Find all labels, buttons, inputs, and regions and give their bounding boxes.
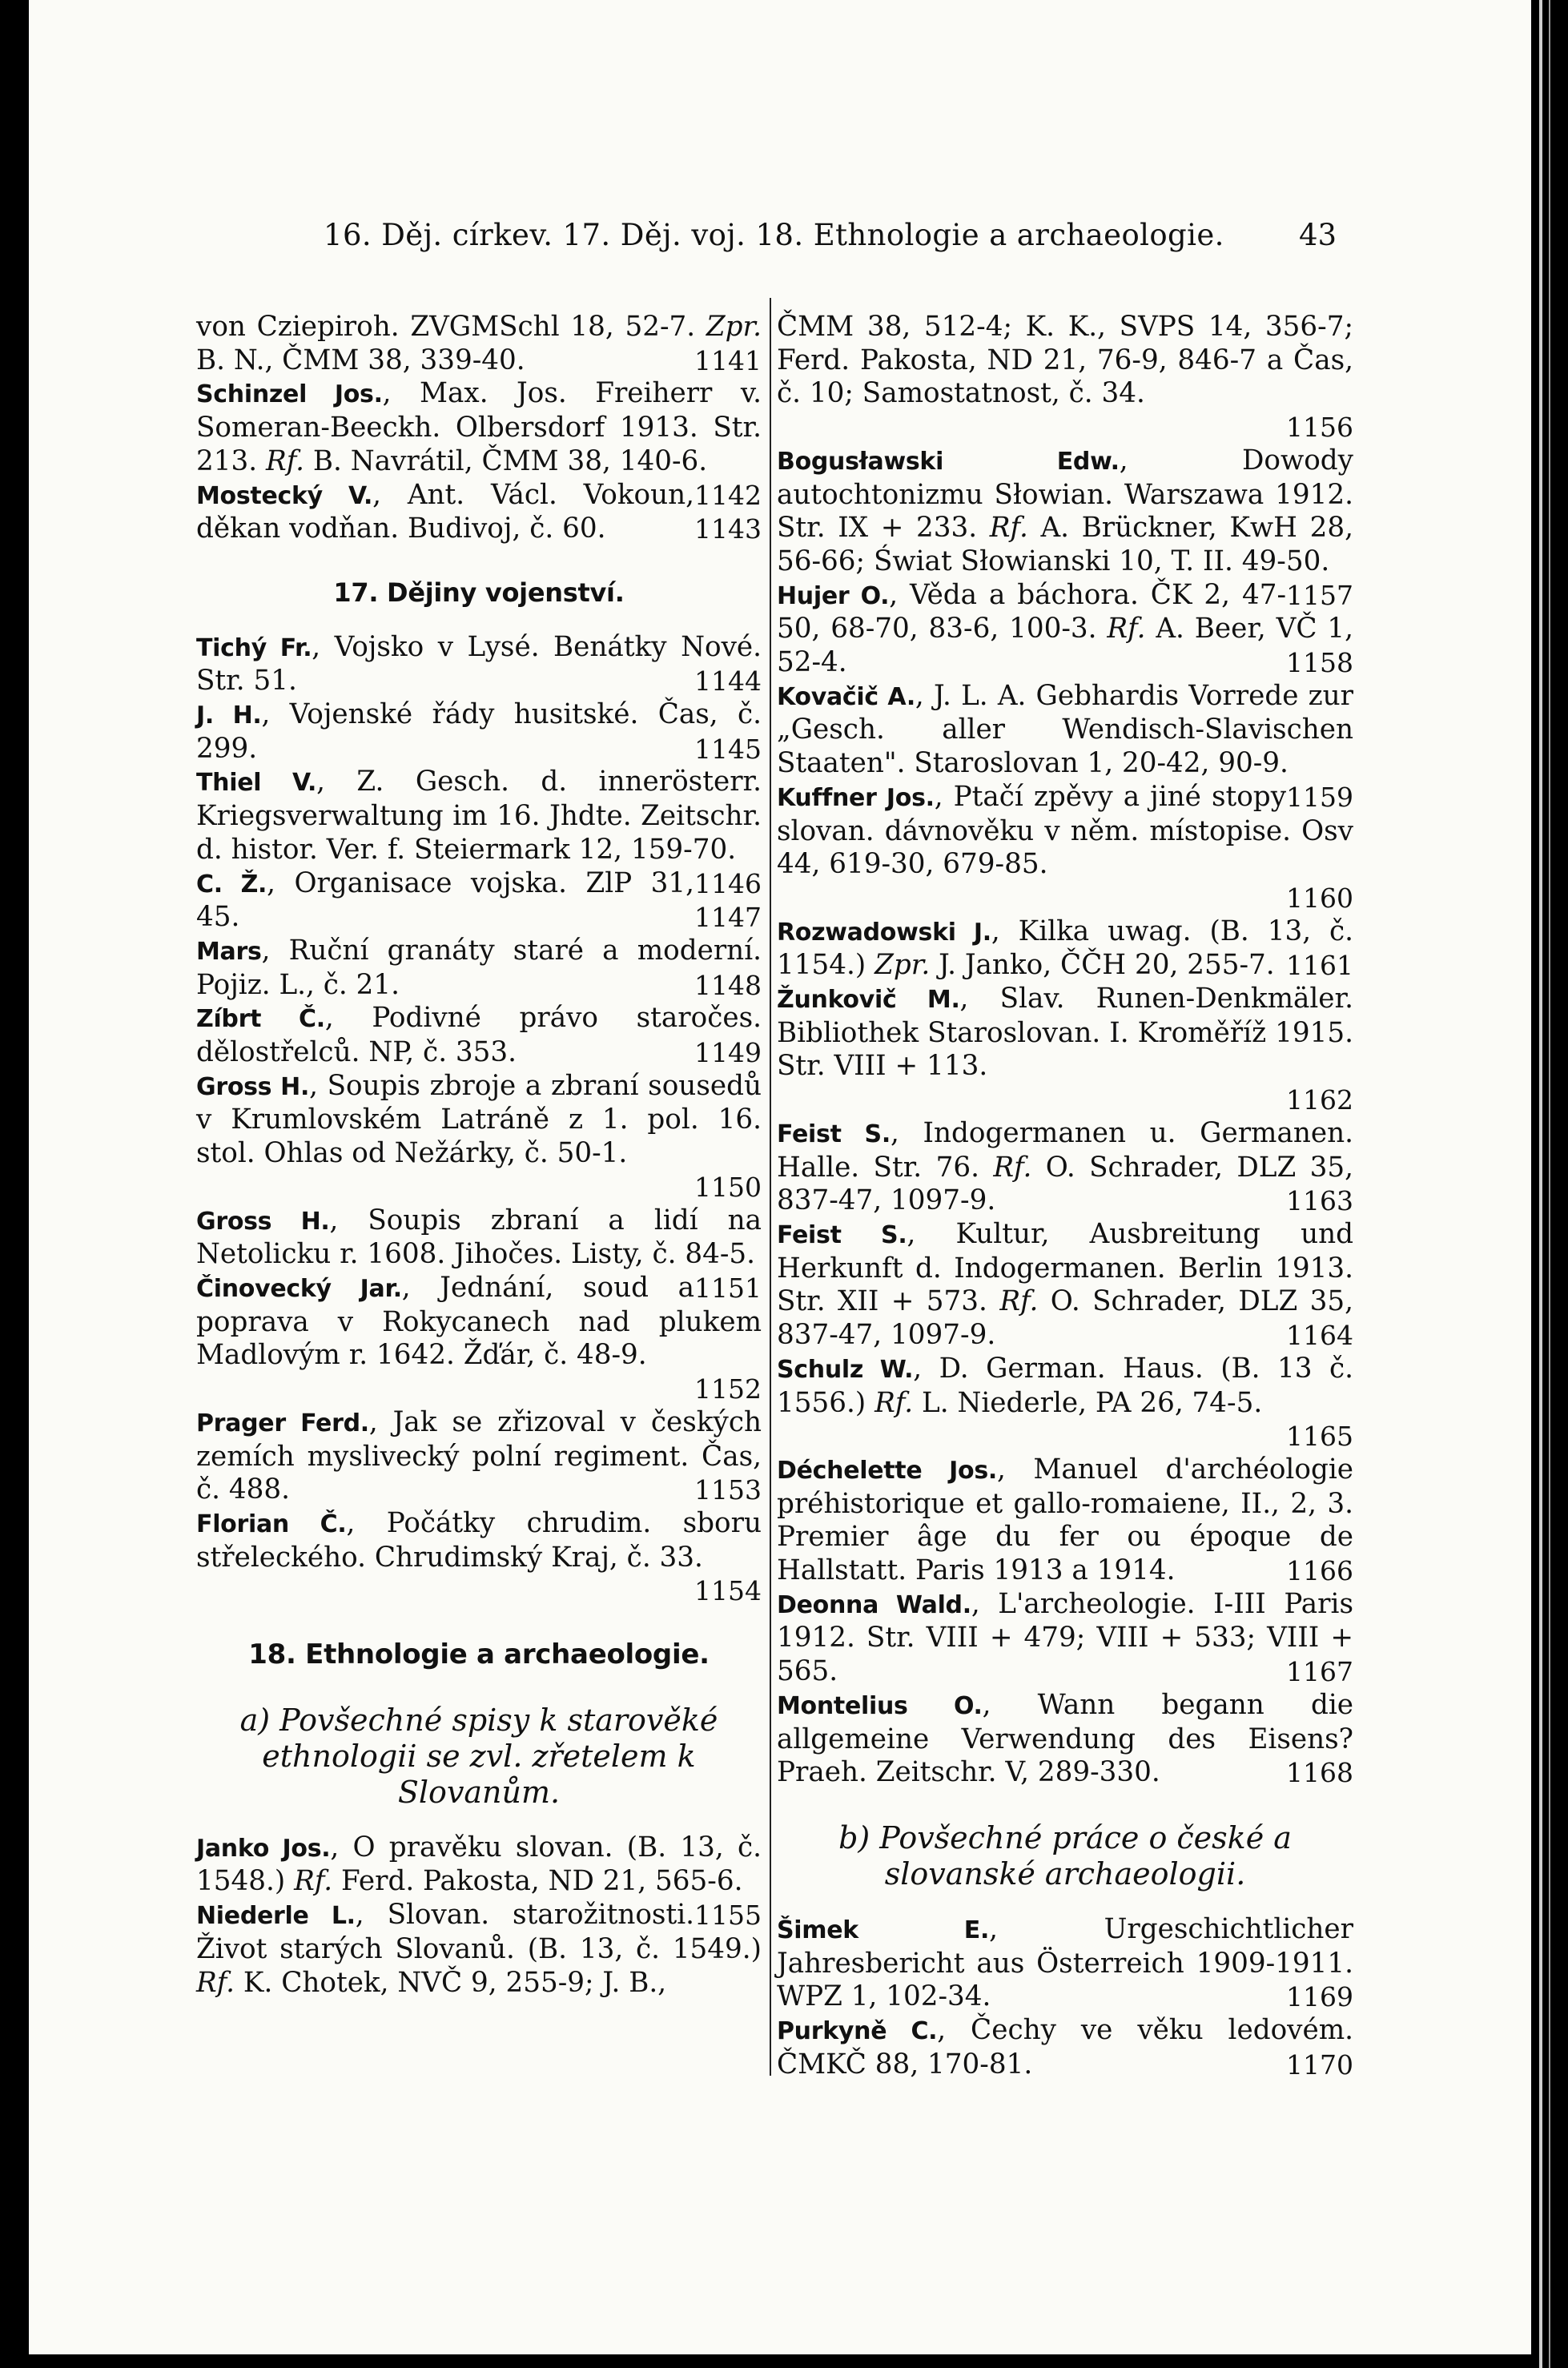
column-divider	[770, 298, 771, 2076]
entry-number: 1170	[1286, 2048, 1353, 2081]
review-mark: Rf.	[196, 1966, 235, 1999]
review-mark: Rf.	[294, 1865, 333, 1898]
entry-author: Gross H.	[196, 1072, 310, 1101]
scan-edge-line	[1539, 0, 1542, 2368]
entry-text: , Manuel d'archéologie préhistorique et gallo-romaiene, II., 2, 3. Premier âge du fer ou époque de Hallstatt. Paris 1913 a 1914.	[777, 1453, 1353, 1587]
bib-entry	[196, 1272, 762, 1406]
entry-author: Florian Č.	[196, 1510, 347, 1538]
bib-entry	[196, 1507, 762, 1608]
review-mark: Rf.	[1107, 613, 1146, 645]
entry-author: Šimek E.	[777, 1916, 990, 1944]
entry-number: 1164	[1286, 1320, 1353, 1352]
entry-author: Feist S.	[777, 1220, 907, 1249]
entry-text: B. Navrátil, ČMM 38, 140-6.	[312, 444, 708, 477]
entry-number: 1157	[1286, 579, 1353, 611]
entry-number: 1149	[694, 1037, 762, 1069]
bib-entry	[196, 1406, 762, 1507]
entry-text: , Ptačí zpěvy a jiné stopy slovan. dávnověku v něm. místopise. Osv 44, 619-30, 679-85.	[777, 780, 1353, 881]
entry-number: 1151	[694, 1272, 762, 1304]
entry-text: , Jak se zřizoval v českých zemích myslivecký polní regiment. Čas, č. 488.	[196, 1405, 762, 1506]
entry-author: Niederle L.	[196, 1902, 356, 1931]
entry-text: , Podivné právo staročes. dělostřelců. NP, č. 353.	[196, 1002, 762, 1069]
entry-text: B. N., ČMM 38, 339-40.	[196, 344, 525, 376]
entry-author: Hujer O.	[777, 581, 890, 610]
entry-text: , Kilka uwag. (B. 13, č. 1154.)	[777, 915, 1354, 982]
bib-entry	[777, 781, 1353, 915]
entry-text: , Kultur, Ausbreitung und Herkunft d. Indogermanen. Berlin 1913. Str. XII + 573.	[777, 1217, 1353, 1318]
entry-author: Feist S.	[777, 1120, 891, 1148]
entry-author: Schinzel Jos.	[196, 380, 383, 409]
entry-text: A. Brückner, KwH 28, 56-66; Świat Słowianski 10, T. II. 49-50.	[777, 512, 1353, 577]
review-mark: Rf.	[999, 1285, 1039, 1318]
entry-number: 1141	[694, 344, 762, 376]
entry-number: 1156	[1286, 412, 1353, 444]
bib-entry	[196, 935, 762, 1002]
entry-text: , Ant. Václ. Vokoun, děkan vodňan. Budivoj, č. 60.	[196, 478, 695, 545]
entry-number: 1161	[1286, 950, 1353, 982]
bib-entry	[196, 1002, 762, 1069]
bib-entry	[196, 1070, 762, 1204]
entry-text: J. Janko, ČČH 20, 255-7.	[939, 949, 1275, 982]
entry-author: Mars	[196, 937, 262, 966]
entry-text: , Slovan. starožitnosti. Život starých Slovanů. (B. 13, č. 1549.)	[196, 1899, 762, 1965]
bib-entry	[196, 631, 762, 698]
section-heading: 17. Dějiny vojenství.	[333, 577, 625, 608]
bib-entry	[777, 1453, 1353, 1588]
entry-text: , Vojenské řády husitské. Čas, č. 299.	[196, 698, 762, 765]
entry-author: Purkyně C.	[777, 2017, 938, 2046]
entry-text: , Vojsko v Lysé. Benátky Nové. Str. 51.	[196, 630, 762, 698]
entry-number: 1143	[694, 513, 762, 545]
entry-text: , Počátky chrudim. sboru střeleckého. Chrudimský Kraj, č. 33.	[196, 1506, 762, 1574]
entry-number: 1142	[694, 479, 762, 511]
entry-number: 1152	[694, 1373, 762, 1405]
entry-author: Thiel V.	[196, 769, 317, 798]
bib-entry	[196, 867, 762, 935]
entry-number: 1146	[694, 867, 762, 899]
entry-text: , Urgeschichtlicher Jahresbericht aus Österreich 1909-1911. WPZ 1, 102-34.	[777, 1912, 1353, 2013]
entry-number: 1148	[694, 969, 762, 1001]
entry-author: Bogusławski Edw.	[777, 447, 1120, 476]
bib-entry	[777, 1913, 1353, 2014]
entry-text: , Jednání, soud a poprava v Rokycanech nad plukem Madlovým r. 1642. Žďár, č. 48-9.	[196, 1271, 762, 1372]
entry-author: Schulz W.	[777, 1355, 914, 1384]
entry-number: 1153	[694, 1474, 762, 1506]
entry-author: J. H.	[196, 702, 262, 730]
entry-author: Zíbrt Č.	[196, 1005, 325, 1034]
entry-number: 1162	[1286, 1084, 1353, 1116]
bib-entry	[777, 2014, 1353, 2081]
bib-entry	[777, 579, 1353, 680]
entry-author: Déchelette Jos.	[777, 1456, 997, 1485]
entry-text: ČMM 38, 512-4; K. K., SVPS 14, 356-7; Ferd. Pakosta, ND 21, 76-9, 846-7 a Čas, č. 10; Samostatnost, č. 34.	[777, 311, 1353, 410]
entry-text: , Slav. Runen-Denkmäler. Bibliothek Staroslovan. I. Kroměříž 1915. Str. VIII + 113.	[777, 983, 1353, 1083]
entry-number: 1168	[1286, 1757, 1353, 1789]
review-mark: Rf.	[874, 1386, 914, 1419]
bib-entry	[196, 1899, 762, 2000]
entry-number: 1144	[694, 665, 762, 698]
entry-text: , Max. Jos. Freiherr v. Someran-Beeckh. Olbersdorf 1913. Str. 213.	[196, 377, 762, 477]
entry-author: Mostecký V.	[196, 481, 373, 510]
bib-entry	[777, 1689, 1353, 1790]
bib-entry	[777, 983, 1353, 1117]
entry-number: 1154	[694, 1575, 762, 1607]
entry-text: , Dowody autochtonizmu Słowian. Warszawa 1912. Str. IX + 233.	[777, 444, 1353, 545]
bib-entry	[777, 311, 1353, 444]
entry-author: Prager Ferd.	[196, 1409, 369, 1437]
entry-text: O. Schrader, DLZ 35, 837-47, 1097-9.	[777, 1151, 1353, 1217]
entry-number: 1147	[694, 902, 762, 934]
entry-text: , D. German. Haus. (B. 13 č. 1556.)	[777, 1352, 1353, 1419]
subsection-heading: a) Povšechné spisy k starověké ethnologii se zvl. zřetelem k Slovanům.	[239, 1702, 718, 1810]
bib-entry	[777, 1353, 1353, 1453]
right-column	[777, 311, 1353, 2081]
entry-number: 1145	[694, 733, 762, 765]
entry-author: Gross H.	[196, 1207, 330, 1236]
entry-text: O. Schrader, DLZ 35, 837-47, 1097-9.	[777, 1285, 1354, 1352]
bib-entry	[777, 915, 1353, 983]
bib-entry	[196, 479, 762, 546]
entry-number: 1160	[1286, 882, 1353, 914]
entry-text: , O pravěku slovan. (B. 13, č. 1548.)	[196, 1831, 762, 1898]
entry-text: , Soupis zbroje a zbraní sousedů v Krumlovském Latráně z 1. pol. 16. stol. Ohlas od Nežárky, č. 50-1.	[196, 1069, 762, 1170]
entry-number: 1155	[694, 1900, 762, 1932]
entry-text: , Z. Gesch. d. innerösterr. Kriegsverwaltung im 16. Jhdte. Zeitschr. d. histor. Ver. f. Steiermark 12, 159-70.	[196, 766, 762, 866]
entry-text: , Organisace vojska. ZlP 31, 45.	[196, 866, 695, 934]
entry-text: , Ruční granáty staré a moderní. Pojiz. L., č. 21.	[196, 934, 762, 1001]
entry-author: Kovačič A.	[777, 682, 915, 711]
entry-text: , Wann begann die allgemeine Verwendung des Eisens? Praeh. Zeitschr. V, 289-330.	[777, 1688, 1354, 1789]
entry-author: Deonna Wald.	[777, 1590, 971, 1619]
entry-text: , L'archeologie. I-III Paris 1912. Str. VIII + 479; VIII + 533; VIII + 565.	[777, 1587, 1353, 1688]
running-header: 16. Děj. církev. 17. Děj. voj. 18. Ethnologie a archaeologie.	[324, 218, 1224, 252]
entry-author: Janko Jos.	[196, 1834, 331, 1863]
bib-entry	[777, 1218, 1353, 1353]
entry-text: K. Chotek, NVČ 9, 255-9; J. B.,	[243, 1966, 667, 1999]
entry-author: Žunkovič M.	[777, 986, 960, 1015]
bib-entry	[196, 698, 762, 766]
bib-entry	[777, 1588, 1353, 1689]
page-number: 43	[1299, 218, 1337, 252]
entry-text: , Čechy ve věku ledovém. ČMKČ 88, 170-81.	[777, 2014, 1353, 2081]
entry-author: Montelius O.	[777, 1691, 983, 1720]
entry-number: 1166	[1286, 1555, 1353, 1587]
entry-text: L. Niederle, PA 26, 74-5.	[922, 1386, 1263, 1419]
entry-number: 1165	[1286, 1421, 1353, 1453]
scan-edge-line	[1549, 0, 1550, 2368]
entry-author: C. Ž.	[196, 870, 267, 899]
entry-number: 1163	[1286, 1185, 1353, 1217]
entry-number: 1158	[1286, 647, 1353, 679]
bib-entry	[777, 1117, 1353, 1218]
entry-text: A. Beer, VČ 1, 52-4.	[777, 613, 1353, 679]
entry-author: Činovecký Jar.	[196, 1274, 402, 1303]
review-mark: Zpr.	[874, 949, 931, 982]
review-mark: Rf.	[266, 444, 305, 477]
bib-entry	[196, 311, 762, 377]
entry-number: 1167	[1286, 1656, 1353, 1688]
subsection-heading: b) Povšechné práce o české a slovanské archaeologii.	[838, 1819, 1292, 1892]
section-heading: 18. Ethnologie a archaeologie.	[248, 1638, 710, 1671]
entry-author: Kuffner Jos.	[777, 783, 935, 812]
entry-number: 1169	[1286, 1981, 1353, 2013]
entry-text: , Soupis zbraní a lidí na Netolicku r. 1608. Jihočes. Listy, č. 84-5.	[196, 1204, 762, 1271]
left-column	[196, 311, 762, 2000]
entry-text: von Cziepiroh. ZVGMSchl 18, 52-7.	[196, 311, 696, 343]
review-mark: Rf.	[993, 1151, 1032, 1184]
entry-author: Rozwadowski J.	[777, 918, 991, 947]
entry-number: 1159	[1286, 781, 1353, 813]
entry-text: , J. L. A. Gebhardis Vorrede zur „Gesch. aller Wendisch-Slavischen Staaten". Staroslovan 1, 20-42, 90-9.	[777, 679, 1353, 780]
entry-text: , Indogermanen u. Germanen. Halle. Str. 76.	[777, 1116, 1353, 1184]
review-mark: Zpr.	[706, 311, 762, 343]
entry-number: 1150	[694, 1171, 762, 1203]
review-mark: Rf.	[989, 512, 1028, 545]
entry-text: Ferd. Pakosta, ND 21, 565-6.	[341, 1865, 743, 1898]
entry-text: , Věda a báchora. ČK 2, 47-50, 68-70, 83-6, 100-3.	[777, 578, 1287, 645]
entry-author: Tichý Fr.	[196, 633, 312, 662]
